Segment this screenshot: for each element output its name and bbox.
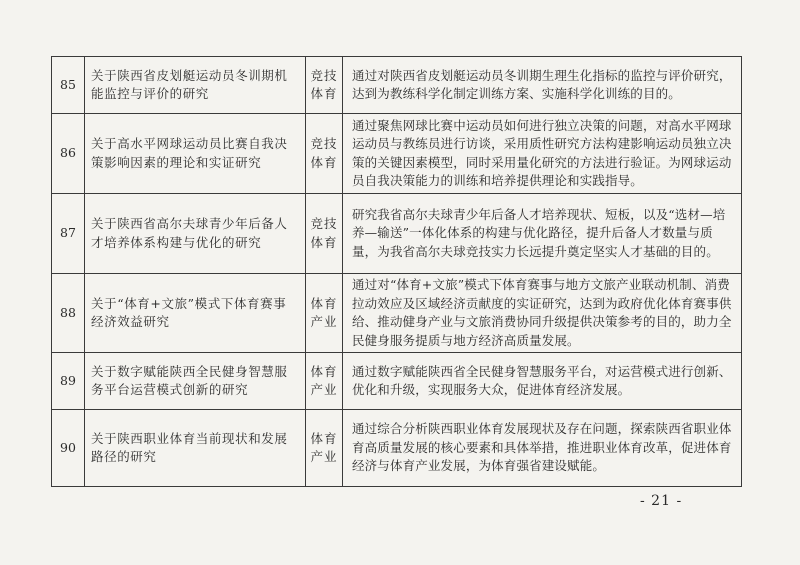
topic-title: 关于陕西职业体育当前现状和发展路径的研究: [85, 410, 306, 487]
page-number: - 21 -: [640, 493, 683, 509]
topic-title: 关于陕西省皮划艇运动员冬训期机能监控与评价的研究: [85, 57, 306, 114]
topic-description: 通过对陕西省皮划艇运动员冬训期生理生化指标的监控与评价研究，达到为教练科学化制定训练方案、实施科学化训练的目的。: [343, 57, 742, 114]
row-number: 89: [52, 353, 85, 410]
table-row: [52, 114, 742, 194]
row-number: 90: [52, 410, 85, 487]
topic-description: 通过对“体育+文旅”模式下体育赛事与地方文旅产业联动机制、消费拉动效应及区域经济贡献度的实证研究，达到为政府优化体育赛事供给、推动健身产业与文旅消费协同升级提供决策参考的目的，助力全民健身服务提质与地方经济高质量发展。: [343, 274, 742, 353]
table-row: [52, 194, 742, 274]
topic-category: 竞技体育: [306, 194, 343, 274]
topic-description: 通过综合分析陕西职业体育发展现状及存在问题，探索陕西省职业体育高质量发展的核心要素和具体举措，推进职业体育改革，促进体育经济与体育产业发展，为体育强省建设赋能。: [343, 410, 742, 487]
topic-description: 通过聚焦网球比赛中运动员如何进行独立决策的问题，对高水平网球运动员与教练员进行访谈，采用质性研究方法构建影响运动员独立决策的关键因素模型，同时采用量化研究的方法进行验证。为网球运动员自我决策能力的训练和培养提供理论和实践指导。: [343, 114, 742, 194]
topic-title: 关于“体育+文旅”模式下体育赛事经济效益研究: [85, 274, 306, 353]
topic-category: 竞技体育: [306, 114, 343, 194]
topic-category: 体育产业: [306, 410, 343, 487]
table-row: [52, 410, 742, 487]
row-number: 88: [52, 274, 85, 353]
table-row: [52, 57, 742, 114]
topic-category: 体育产业: [306, 274, 343, 353]
table-row: [52, 274, 742, 353]
topic-category: 竞技体育: [306, 57, 343, 114]
row-number: 85: [52, 57, 85, 114]
topic-description: 研究我省高尔夫球青少年后备人才培养现状、短板，以及“选材—培养—输送”一体化体系的构建与优化路径，提升后备人才数量与质量，为我省高尔夫球竞技实力长远提升奠定坚实人才基础的目的。: [343, 194, 742, 274]
row-number: 86: [52, 114, 85, 194]
table-row: [52, 353, 742, 410]
research-topics-table: [51, 56, 742, 487]
topic-title: 关于数字赋能陕西全民健身智慧服务平台运营模式创新的研究: [85, 353, 306, 410]
row-number: 87: [52, 194, 85, 274]
topic-description: 通过数字赋能陕西省全民健身智慧服务平台，对运营模式进行创新、优化和升级，实现服务大众，促进体育经济发展。: [343, 353, 742, 410]
topic-title: 关于高水平网球运动员比赛自我决策影响因素的理论和实证研究: [85, 114, 306, 194]
topic-category: 体育产业: [306, 353, 343, 410]
topic-title: 关于陕西省高尔夫球青少年后备人才培养体系构建与优化的研究: [85, 194, 306, 274]
